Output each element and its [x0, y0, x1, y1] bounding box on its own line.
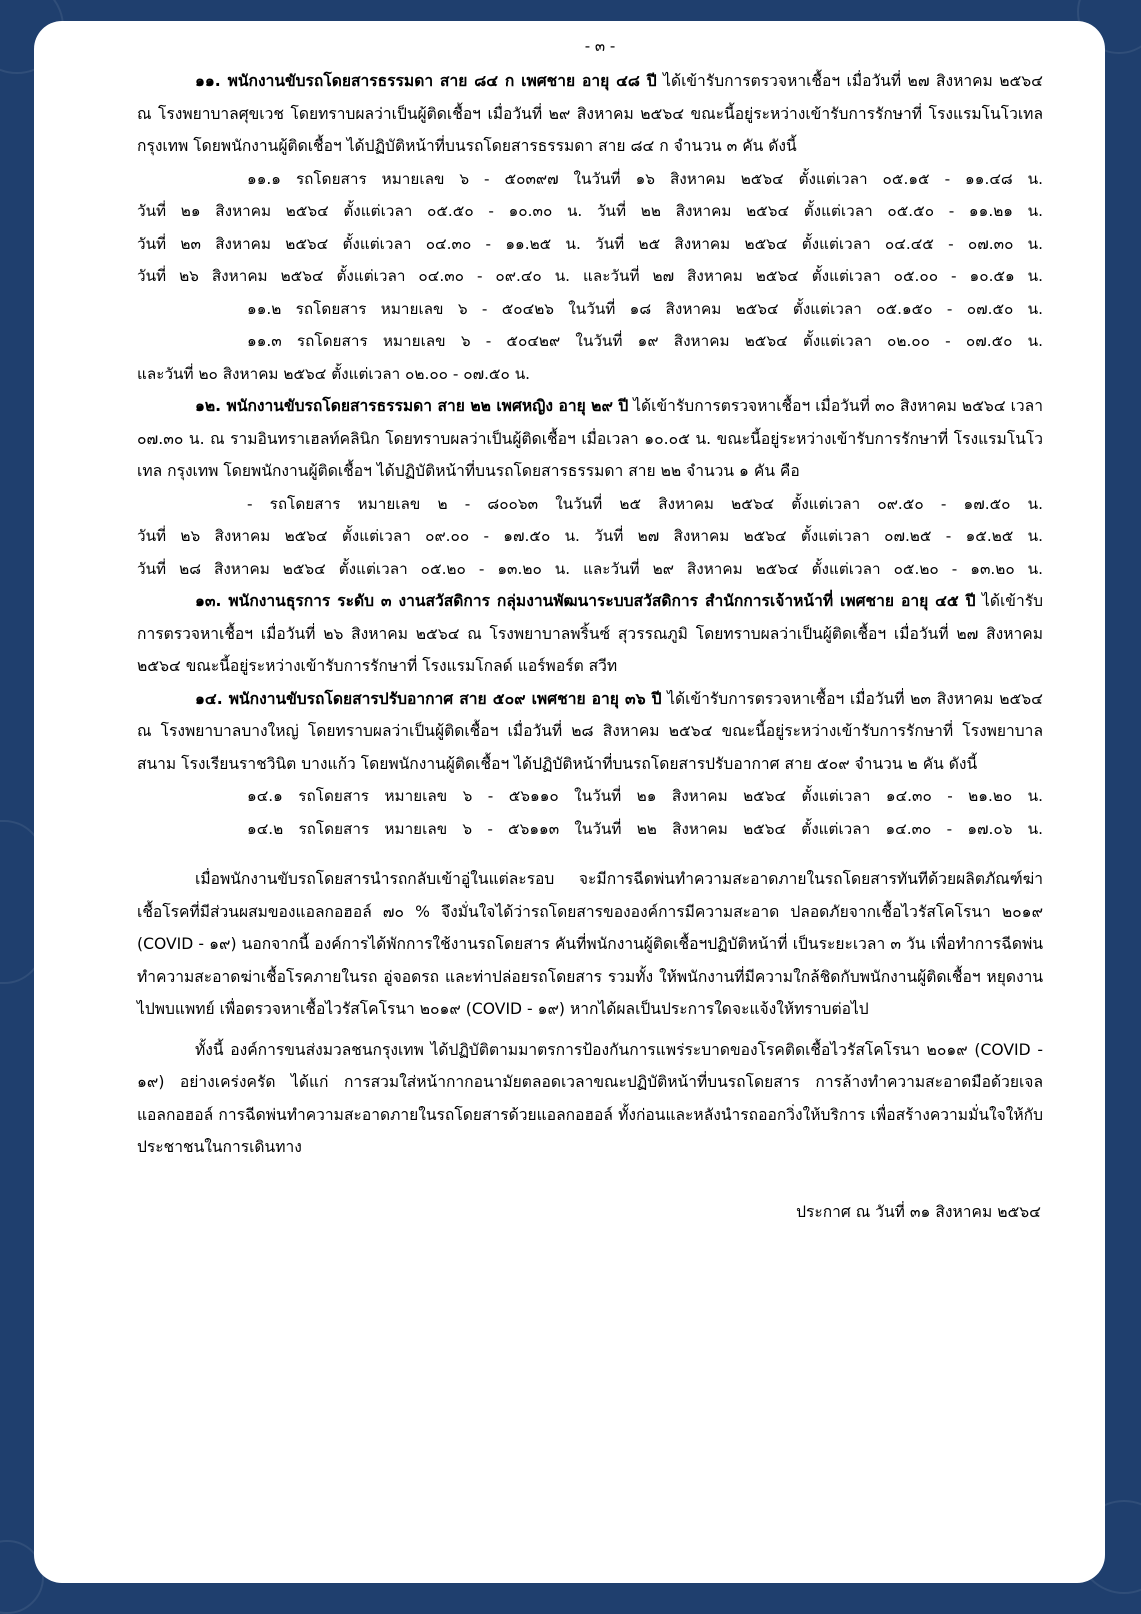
case-14-body: ได้เข้ารับการตรวจหาเชื้อฯ เมื่อวันที่ ๒๓ สิงหาคม ๒๕๖๔ ณ โรงพยาบาลบางใหญ่ โดยทราบผลว่าเป็นผู้ติดเชื้อฯ เมื่อวันที่ ๒๘ สิงหาคม ๒๕๖๔ ขณะนี้อยู่ระหว่างเข้ารับการรักษาที่ โรงพยาบาลสนาม โรงเรียนราชวินิต บางแก้ว โดยพนักงานผู้ติดเชื้อฯ ได้ปฏิบัติหน้าที่บนรถโดยสารปรับอากาศ สาย ๕๐๙ จำนวน ๒ คัน ดังนี้ [137, 689, 1043, 773]
case-14-schedule-line: ๑๔.๑ รถโดยสาร หมายเลข ๖ - ๕๖๑๑๐ ในวันที่ ๒๑ สิงหาคม ๒๕๖๔ ตั้งแต่เวลา ๑๔.๓๐ - ๒๑.๒๐ น. [247, 787, 1043, 805]
case-11 [137, 65, 1043, 390]
document-page [34, 21, 1105, 1583]
case-13 [137, 585, 1043, 683]
case-11-heading: ๑๑. พนักงานขับรถโดยสารธรรมดา สาย ๘๔ ก เพศชาย อายุ ๔๘ ปี [195, 72, 657, 90]
case-14-heading: ๑๔. พนักงานขับรถโดยสารปรับอากาศ สาย ๕๐๙ เพศชาย อายุ ๓๖ ปี [195, 689, 662, 708]
case-11-schedule-line: และวันที่ ๒๐ สิงหาคม ๒๕๖๔ ตั้งแต่เวลา ๐๒.๐๐ - ๐๗.๕๐ น. [137, 364, 531, 383]
case-13-body: ได้เข้ารับการตรวจหาเชื้อฯ เมื่อวันที่ ๒๖ สิงหาคม ๒๕๖๔ ณ โรงพยาบาลพริ้นซ์ สุวรรณภูมิ โดยทราบผลว่าเป็นผู้ติดเชื้อฯ เมื่อวันที่ ๒๗ สิงหาคม ๒๕๖๔ ขณะนี้อยู่ระหว่างเข้ารับการรักษาที่ โรงแรมโกลด์ แอร์พอร์ต สวีท [137, 592, 1044, 675]
case-14-paragraph [137, 683, 1043, 781]
case-12-schedule-line: วันที่ ๒๖ สิงหาคม ๒๕๖๔ ตั้งแต่เวลา ๐๙.๐๐ - ๑๗.๕๐ น. วันที่ ๒๗ สิงหาคม ๒๕๖๔ ตั้งแต่เวลา ๐๗.๒๕ - ๑๕.๒๕ น. [137, 527, 1043, 545]
case-12-body: ได้เข้ารับการตรวจหาเชื้อฯ เมื่อวันที่ ๓๐ สิงหาคม ๒๕๖๔ เวลา ๐๗.๓๐ น. ณ รามอินทราเฮลท์คลินิก โดยทราบผลว่าเป็นผู้ติดเชื้อฯ เมื่อเวลา ๑๐.๐๕ น. ขณะนี้อยู่ระหว่างเข้ารับการรักษาที่ โรงแรมโนโวเทล กรุงเทพ โดยพนักงานผู้ติดเชื้อฯ ได้ปฏิบัติหน้าที่บนรถโดยสารธรรมดา สาย ๒๒ จำนวน ๑ คัน คือ [137, 397, 1043, 480]
spacer [137, 1026, 1043, 1034]
case-13-heading: ๑๓. พนักงานธุรการ ระดับ ๓ งานสวัสดิการ กลุ่มงานพัฒนาระบบสวัสดิการ สำนักการเจ้าหน้าที่ เพศชาย อายุ ๔๕ ปี [195, 592, 976, 610]
measures-paragraph: ทั้งนี้ องค์การขนส่งมวลชนกรุงเทพ ได้ปฏิบัติตามมาตรการป้องกันการแพร่ระบาดของโรคติดเชื้อไวรัสโคโรนา ๒๐๑๙ (COVID - ๑๙) อย่างเคร่งครัด ได้แก่ การสวมใส่หน้ากากอนามัยตลอดเวลาขณะปฏิบัติหน้าที่บนรถโดยสาร การล้างทำความสะอาดมือด้วยเจลแอลกอฮอล์ การฉีดพ่นทำความสะอาดภายในรถโดยสารด้วยแอลกอฮอล์ ทั้งก่อนและหลังนำรถออกวิ่งให้บริการ เพื่อสร้างความมั่นใจให้กับประชาชนในการเดินทาง [137, 1040, 1043, 1156]
case-12-heading: ๑๒. พนักงานขับรถโดยสารธรรมดา สาย ๒๒ เพศหญิง อายุ ๒๙ ปี [195, 397, 629, 415]
case-12-paragraph [137, 390, 1043, 488]
case-11-schedule-line: ๑๑.๑ รถโดยสาร หมายเลข ๖ - ๕๐๓๙๗ ในวันที่ ๑๖ สิงหาคม ๒๕๖๔ ตั้งแต่เวลา ๐๕.๑๕ - ๑๑.๔๘ น. [247, 169, 1043, 188]
case-11-schedule-line: ๑๑.๒ รถโดยสาร หมายเลข ๖ - ๕๐๔๒๖ ในวันที่ ๑๘ สิงหาคม ๒๕๖๔ ตั้งแต่เวลา ๐๕.๑๕๐ - ๐๗.๕๐ น. [247, 299, 1043, 318]
case-14 [137, 683, 1043, 846]
case-11-schedule-line: วันที่ ๒๑ สิงหาคม ๒๕๖๔ ตั้งแต่เวลา ๐๕.๕๐ - ๑๐.๓๐ น. วันที่ ๒๒ สิงหาคม ๒๕๖๔ ตั้งแต่เวลา ๐๕.๕๐ - ๑๑.๒๑ น. [137, 202, 1043, 220]
case-11-body: ได้เข้ารับการตรวจหาเชื้อฯ เมื่อวันที่ ๒๗ สิงหาคม ๒๕๖๔ ณ โรงพยาบาลศุขเวช โดยทราบผลว่าเป็นผู้ติดเชื้อฯ เมื่อวันที่ ๒๙ สิงหาคม ๒๕๖๔ ขณะนี้อยู่ระหว่างเข้ารับการรักษาที่ โรงแรมโนโวเทล กรุงเทพ โดยพนักงานผู้ติดเชื้อฯ ได้ปฏิบัติหน้าที่บนรถโดยสารธรรมดา สาย ๘๔ ก จำนวน ๓ คัน ดังนี้ [137, 72, 1043, 155]
cleaning-paragraph: เมื่อพนักงานขับรถโดยสารนำรถกลับเข้าอู่ในแต่ละรอบ จะมีการฉีดพ่นทำความสะอาดภายในรถโดยสารทันทีด้วยผลิตภัณฑ์ฆ่าเชื้อโรคที่มีส่วนผสมของแอลกอฮอล์ ๗๐ % จึงมั่นใจได้ว่ารถโดยสารขององค์การมีความสะอาด ปลอดภัยจากเชื้อไวรัสโคโรนา ๒๐๑๙ (COVID - ๑๙) นอกจากนี้ องค์การได้พักการใช้งานรถโดยสาร คันที่พนักงานผู้ติดเชื้อฯปฏิบัติหน้าที่ เป็นระยะเวลา ๓ วัน เพื่อทำการฉีดพ่นทำความสะอาดฆ่าเชื้อโรคภายในรถ อู่จอดรถ และท่าปล่อยรถโดยสาร รวมทั้ง ให้พนักงานที่มีความใกล้ชิดกับพนักงานผู้ติดเชื้อฯ หยุดงานไปพบแพทย์ เพื่อตรวจหาเชื้อไวรัสโคโรนา ๒๐๑๙ (COVID - ๑๙) หากได้ผลเป็นประการใดจะแจ้งให้ทราบต่อไป [137, 870, 1043, 1018]
case-11-schedule-line: ๑๑.๓ รถโดยสาร หมายเลข ๖ - ๕๐๔๒๙ ในวันที่ ๑๙ สิงหาคม ๒๕๖๔ ตั้งแต่เวลา ๐๒.๐๐ - ๐๗.๕๐ น. [247, 332, 1043, 350]
case-11-schedule-line: วันที่ ๒๖ สิงหาคม ๒๕๖๔ ตั้งแต่เวลา ๐๔.๓๐ - ๐๙.๔๐ น. และวันที่ ๒๗ สิงหาคม ๒๕๖๔ ตั้งแต่เวลา ๐๕.๐๐ - ๑๐.๕๑ น. [137, 267, 1043, 285]
page-number: - ๓ - [584, 37, 616, 55]
case-11-paragraph [137, 65, 1043, 163]
case-12-schedule-line: - รถโดยสาร หมายเลข ๒ - ๘๐๐๖๓ ในวันที่ ๒๕ สิงหาคม ๒๕๖๔ ตั้งแต่เวลา ๐๙.๕๐ - ๑๗.๕๐ น. [247, 494, 1043, 513]
case-12-schedule-line: วันที่ ๒๘ สิงหาคม ๒๕๖๔ ตั้งแต่เวลา ๐๕.๒๐ - ๑๓.๒๐ น. และวันที่ ๒๙ สิงหาคม ๒๕๖๔ ตั้งแต่เวลา ๐๕.๒๐ - ๑๓.๒๐ น. [137, 559, 1043, 578]
case-14-schedule-line: ๑๔.๒ รถโดยสาร หมายเลข ๖ - ๕๖๑๑๓ ในวันที่ ๒๒ สิงหาคม ๒๕๖๔ ตั้งแต่เวลา ๑๔.๓๐ - ๑๗.๐๖ น. [247, 819, 1043, 838]
spacer [137, 845, 1043, 863]
case-13-paragraph [137, 585, 1043, 683]
case-11-schedule-line: วันที่ ๒๓ สิงหาคม ๒๕๖๔ ตั้งแต่เวลา ๐๔.๓๐ - ๑๑.๒๕ น. วันที่ ๒๕ สิงหาคม ๒๕๖๔ ตั้งแต่เวลา ๐๔.๔๕ - ๐๗.๓๐ น. [137, 234, 1043, 253]
case-12 [137, 390, 1043, 585]
announcement-date: ประกาศ ณ วันที่ ๓๑ สิงหาคม ๒๕๖๔ [796, 1202, 1041, 1221]
